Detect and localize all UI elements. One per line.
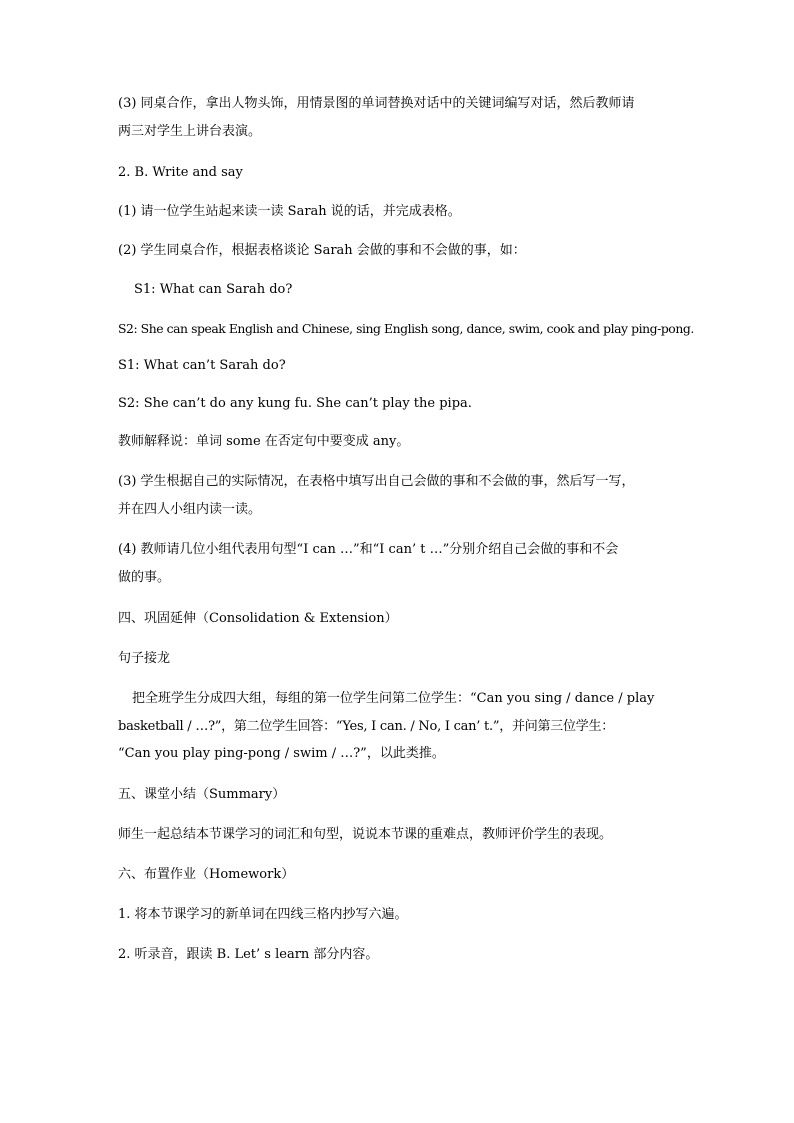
text-line: (3) 学生根据自己的实际情况，在表格中填写出自己会做的事和不会做的事，然后写一写，: [118, 474, 635, 489]
text-line: 师生一起总结本节课学习的词汇和句型，说说本节课的重难点，教师评价学生的表现。: [118, 827, 613, 842]
text-line: 2. 听录音，跟读 B. Let’ s learn 部分内容。: [118, 947, 379, 962]
section-heading: 2. B. Write and say: [118, 165, 243, 180]
text-line: (1) 请一位学生站起来读一读 Sarah 说的话，并完成表格。: [118, 204, 461, 219]
dialogue-line: S1: What can Sarah do?: [134, 282, 293, 297]
text-line: 两三对学生上讲台表演。: [118, 124, 262, 139]
text-line: basketball / …?”，第二位学生回答：“Yes, I can. / No, I can’ t.”，并问第三位学生：: [118, 719, 615, 734]
text-line: 1. 将本节课学习的新单词在四线三格内抄写六遍。: [118, 907, 408, 922]
dialogue-line: S2: She can speak English and Chinese, sing English song, dance, swim, cook and play ping-pong.: [118, 321, 694, 336]
text-line: 把全班学生分成四大组，每组的第一位学生问第二位学生：“Can you sing / dance / play: [132, 691, 655, 706]
section-heading: 五、课堂小结（Summary）: [118, 787, 286, 802]
text-line: “Can you play ping-pong / swim / …?”，以此类推。: [118, 746, 445, 761]
text-line: 教师解释说：单词 some 在否定句中要变成 any。: [118, 434, 410, 449]
text-line: (4) 教师请几位小组代表用句型“I can …”和“I can’ t …”分别介绍自己会做的事和不会: [118, 542, 619, 557]
text-line: 并在四人小组内读一读。: [118, 502, 262, 517]
section-heading: 四、巩固延伸（Consolidation & Extension）: [118, 611, 398, 626]
section-heading: 六、布置作业（Homework）: [118, 867, 295, 882]
text-line: 做的事。: [118, 570, 171, 585]
subheading: 句子接龙: [118, 651, 171, 666]
text-line: (3) 同桌合作，拿出人物头饰，用情景图的单词替换对话中的关键词编写对话，然后教师请: [118, 96, 635, 111]
dialogue-line: S1: What can’t Sarah do?: [118, 358, 286, 373]
text-line: (2) 学生同桌合作，根据表格谈论 Sarah 会做的事和不会做的事，如：: [118, 243, 526, 258]
dialogue-line: S2: She can’t do any kung fu. She can’t play the pipa.: [118, 396, 472, 411]
